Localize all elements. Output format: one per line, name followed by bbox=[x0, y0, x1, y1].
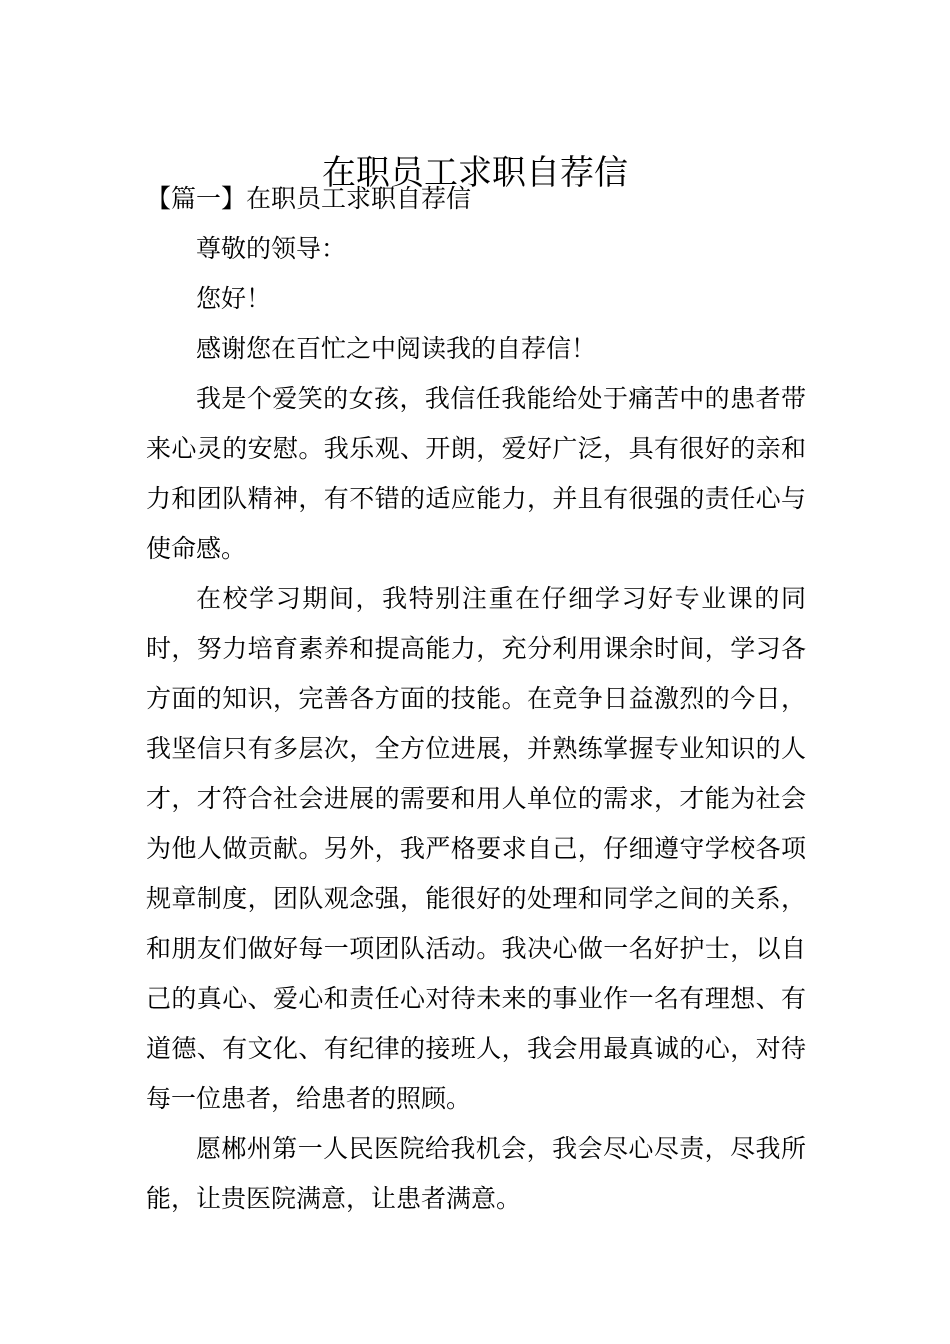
document-body bbox=[146, 174, 806, 1224]
document-title: 在职员工求职自荐信 bbox=[322, 152, 628, 193]
salutation: 尊敬的领导： bbox=[196, 234, 347, 263]
paragraph-closing: 愿郴州第一人民医院给我机会，我会尽心尽责，尽我所能，让贵医院满意，让患者满意。 bbox=[146, 1134, 806, 1213]
greeting: 您好！ bbox=[196, 284, 272, 313]
paragraph-self-intro: 我是个爱笑的女孩，我信任我能给处于痛苦中的患者带来心灵的安慰。我乐观、开朗，爱好广泛，具有很好的亲和力和团队精神，有不错的适应能力，并且有很强的责任心与使命感。 bbox=[146, 384, 806, 563]
thanks-line: 感谢您在百忙之中阅读我的自荐信！ bbox=[196, 334, 597, 363]
paragraph-school-study: 在校学习期间，我特别注重在仔细学习好专业课的同时，努力培育素养和提高能力，充分利用课余时间，学习各方面的知识，完善各方面的技能。在竞争日益激烈的今日，我坚信只有多层次，全方位进展，并熟练掌握专业知识的人才，才符合社会进展的需要和用人单位的需求，才能为社会为他人做贡献。另外，我严格要求自己，仔细遵守学校各项规章制度，团队观念强，能很好的处理和同学之间的关系，和朋友们做好每一项团队活动。我决心做一名好护士，以自己的真心、爱心和责任心对待未来的事业作一名有理想、有道德、有文化、有纪律的接班人，我会用最真诚的心，对待每一位患者，给患者的照顾。 bbox=[146, 584, 806, 1113]
section-heading: 【篇一】在职员工求职自荐信 bbox=[146, 184, 472, 213]
